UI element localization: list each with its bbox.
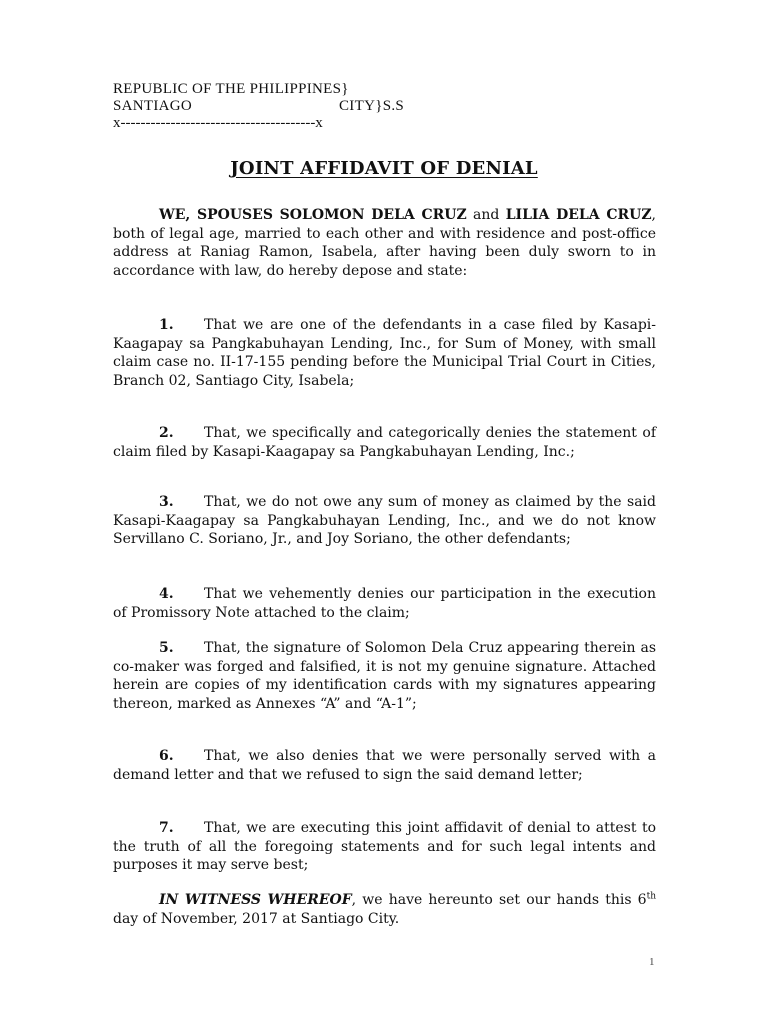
intro-text: , both of legal age, married to each other and with residence and post-office address at Raniag Ramon, Isabela, after having been duly sworn to in accordance with law, do hereby depose and state: — [113, 207, 656, 279]
item-3 — [113, 493, 656, 549]
witness-text-1: , we have hereunto set our hands this 6 — [351, 892, 647, 908]
caption-santiago: SANTIAGO — [113, 98, 193, 114]
caption-city-ss: CITY}S.S — [339, 98, 405, 114]
page-number: 1 — [649, 956, 655, 968]
witness-ordinal: th — [646, 891, 656, 902]
witness-paragraph — [113, 891, 656, 928]
item-6 — [113, 747, 656, 784]
item-2-text: That, we specifically and categorically denies the statement of claim filed by Kasapi-Kaagapay sa Pangkabuhayan Lending, Inc.; — [113, 425, 656, 460]
witness-lead: IN WITNESS WHEREOF — [159, 892, 352, 908]
item-1 — [113, 316, 656, 390]
item-7-text: That, we are executing this joint affidavit of denial to attest to the truth of all the foregoing statements and for such legal intents and purposes it may serve best; — [113, 820, 656, 874]
item-3-number: 3. — [159, 494, 174, 510]
item-7-number: 7. — [159, 820, 174, 836]
affiant-names-2: LILIA DELA CRUZ — [505, 207, 652, 223]
item-4-number: 4. — [159, 586, 174, 602]
document-title: JOINT AFFIDAVIT OF DENIAL — [230, 158, 538, 179]
affiant-names-1: WE, SPOUSES SOLOMON DELA CRUZ — [159, 207, 467, 223]
item-1-number: 1. — [159, 317, 174, 333]
witness-text-2: day of November, 2017 at Santiago City. — [113, 910, 400, 927]
item-4 — [113, 585, 656, 622]
caption-venue — [113, 97, 405, 115]
item-3-text: That, we do not owe any sum of money as claimed by the said Kasapi-Kaagapay sa Pangkabuhayan Lending, Inc., and we do not know Servillano C. Soriano, Jr., and Joy Soriano, the other defendants; — [113, 494, 656, 548]
item-5-text: That, the signature of Solomon Dela Cruz appearing therein as co-maker was forged and falsified, it is not my genuine signature. Attached herein are copies of my identification cards with my signatures appearing thereon, marked as Annexes “A” and “A-1”; — [113, 640, 656, 712]
item-6-text: That, we also denies that we were personally served with a demand letter and that we refused to sign the said demand letter; — [113, 748, 656, 783]
item-6-number: 6. — [159, 748, 174, 764]
intro-paragraph — [113, 206, 656, 280]
caption-republic: REPUBLIC OF THE PHILIPPINES} — [113, 81, 349, 97]
item-2-number: 2. — [159, 425, 174, 441]
item-7 — [113, 819, 656, 875]
item-5-number: 5. — [159, 640, 174, 656]
item-1-text: That we are one of the defendants in a case filed by Kasapi-Kaagapay sa Pangkabuhayan Lending, Inc., for Sum of Money, with small claim case no. II-17-155 pending before the Municipal Trial Court in Cities, Branch 02, Santiago City, Isabela; — [113, 317, 656, 389]
item-4-text: That we vehemently denies our participation in the execution of Promissory Note attached to the claim; — [113, 586, 656, 621]
item-5 — [113, 639, 656, 713]
item-2 — [113, 424, 656, 461]
caption-divider: x---------------------------------------x — [113, 115, 323, 131]
intro-and: and — [466, 207, 506, 223]
